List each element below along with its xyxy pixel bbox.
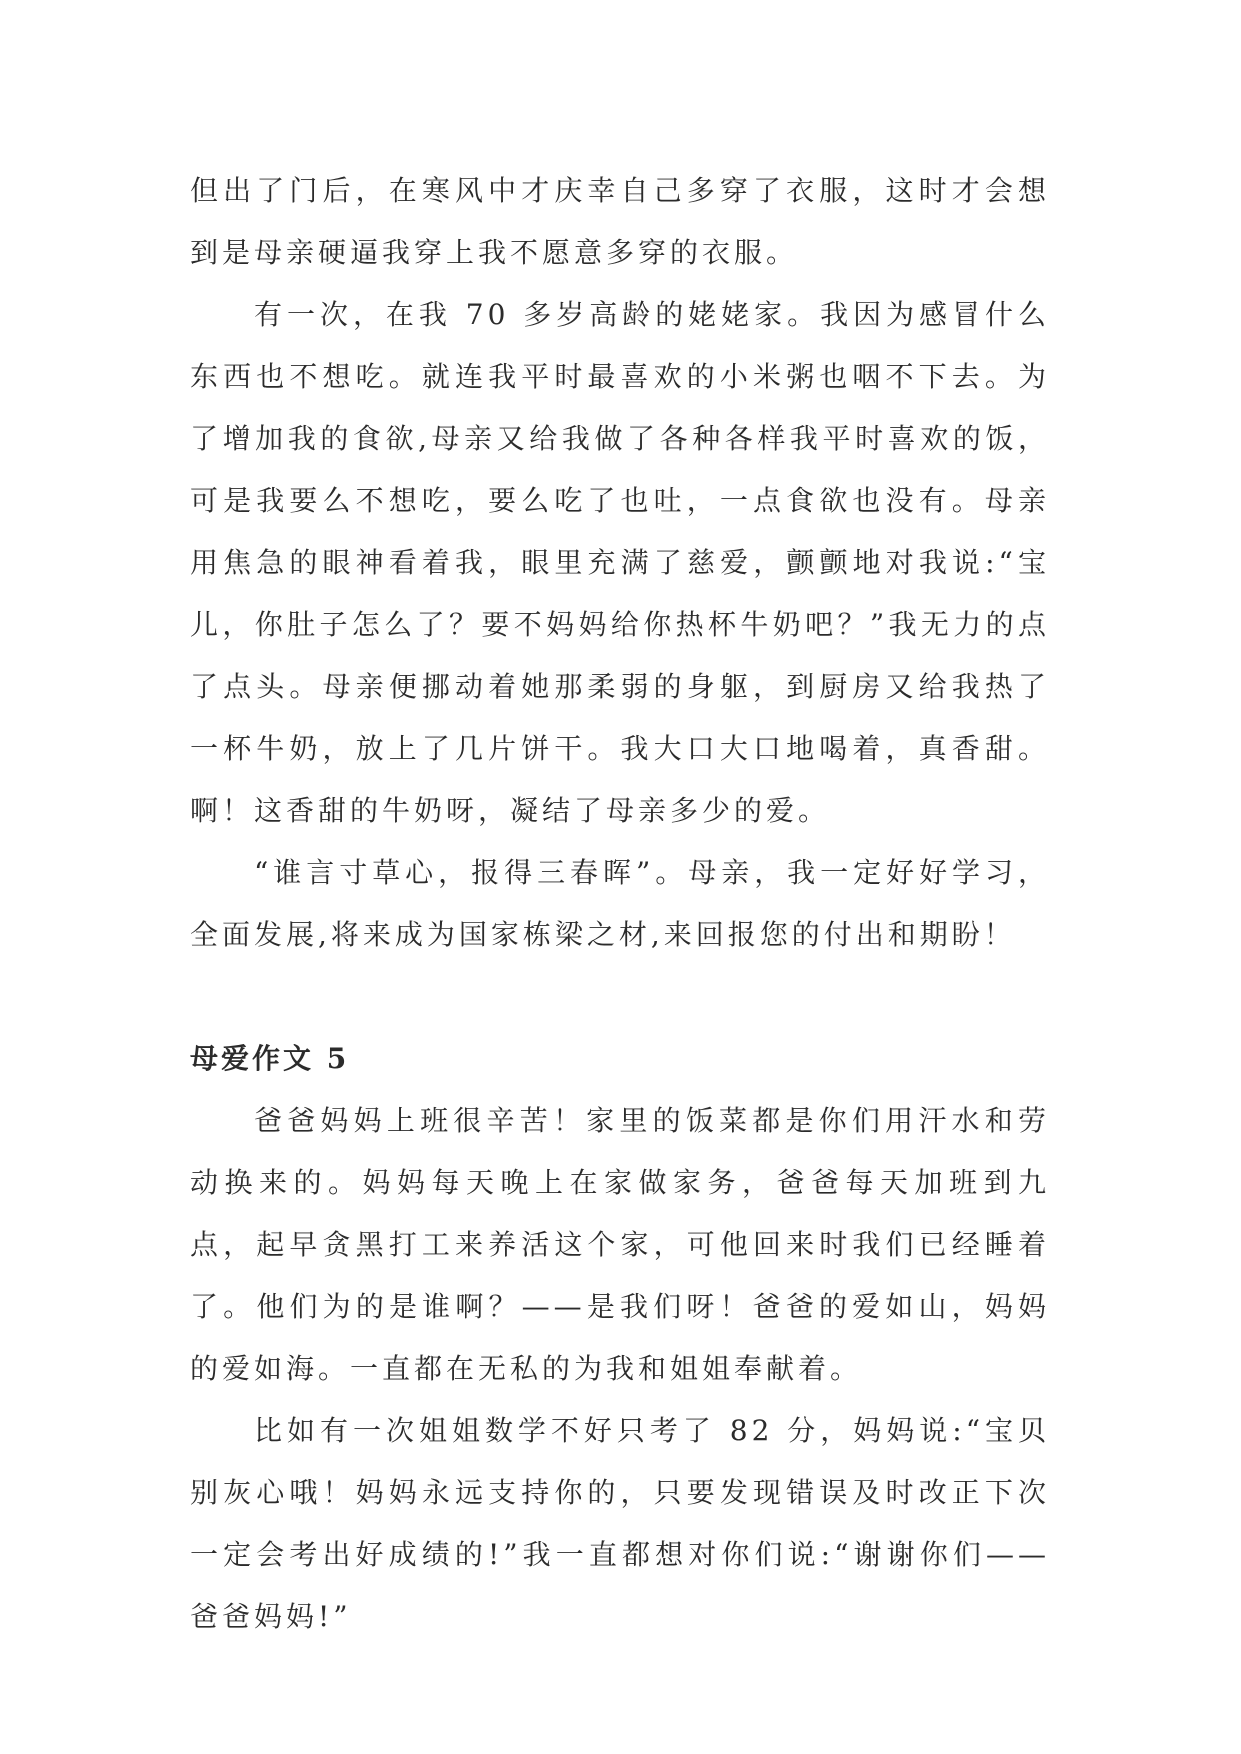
- document-body: [190, 160, 1050, 1648]
- paragraph-continuation: 但出了门后，在寒风中才庆幸自己多穿了衣服，这时才会想到是母亲硬逼我穿上我不愿意多穿的衣服。: [190, 174, 1050, 269]
- paragraph-parents-work: 爸爸妈妈上班很辛苦！家里的饭菜都是你们用汗水和劳动换来的。妈妈每天晚上在家做家务，爸爸每天加班到九点，起早贪黑打工来养活这个家，可他回来时我们已经睡着了。他们为的是谁啊？——是我们呀！爸爸的爱如山，妈妈的爱如海。一直都在无私的为我和姐姐奉献着。: [190, 1104, 1050, 1385]
- paragraph-gratitude: “谁言寸草心，报得三春晖”。母亲，我一定好好学习，全面发展,将来成为国家栋梁之材,来回报您的付出和期盼！: [190, 856, 1050, 951]
- paragraph-grandma-milk: 有一次，在我 70 多岁高龄的姥姥家。我因为感冒什么东西也不想吃。就连我平时最喜欢的小米粥也咽不下去。为了增加我的食欲,母亲又给我做了各种各样我平时喜欢的饭，可是我要么不想吃，要么吃了也吐，一点食欲也没有。母亲用焦急的眼神看着我，眼里充满了慈爱，颤颤地对我说:“宝儿，你肚子怎么了？要不妈妈给你热杯牛奶吧？”我无力的点了点头。母亲便挪动着她那柔弱的身躯，到厨房又给我热了一杯牛奶，放上了几片饼干。我大口大口地喝着，真香甜。啊！这香甜的牛奶呀，凝结了母亲多少的爱。: [190, 298, 1050, 827]
- paragraph-sister-math: 比如有一次姐姐数学不好只考了 82 分，妈妈说:“宝贝别灰心哦！妈妈永远支持你的，只要发现错误及时改正下次一定会考出好成绩的!”我一直都想对你们说:“谢谢你们——爸爸妈妈!”: [190, 1414, 1050, 1633]
- essay-heading: 母爱作文 5: [190, 1042, 350, 1075]
